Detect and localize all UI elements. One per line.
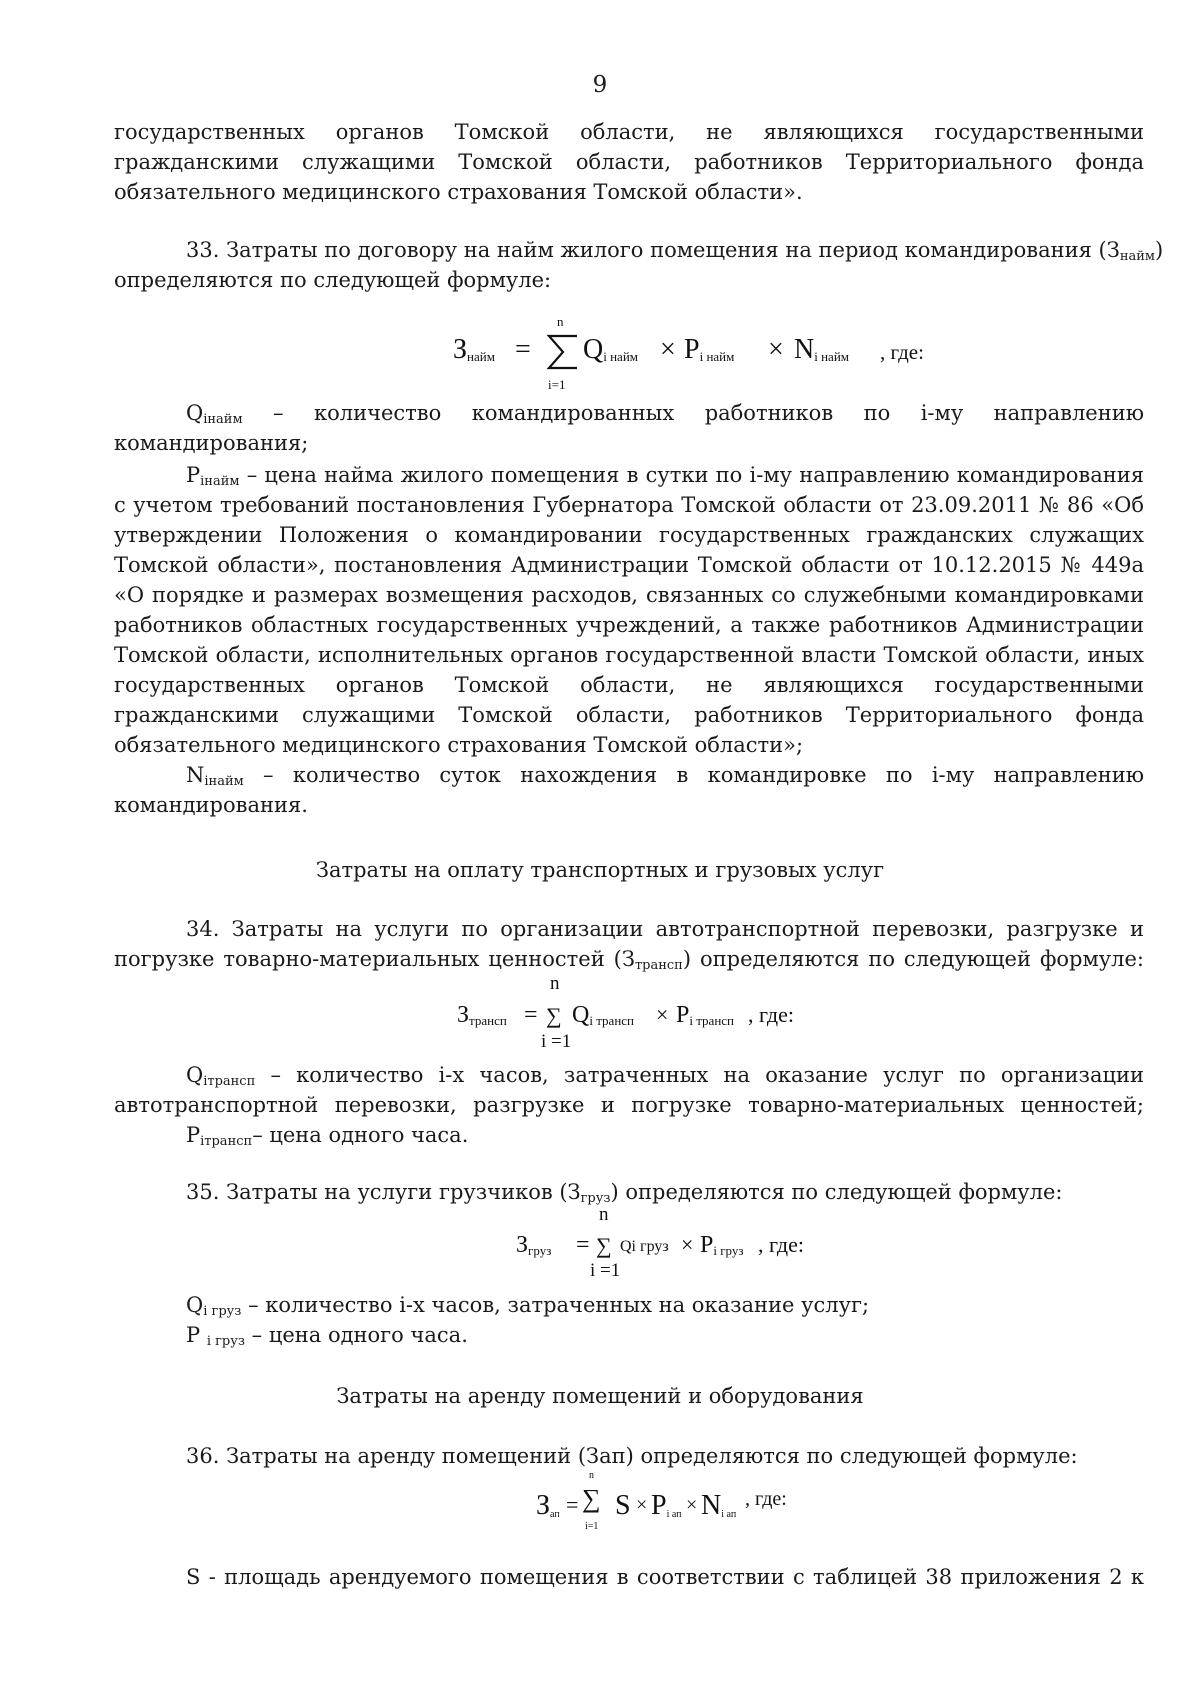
text-line: 35. Затраты на услуги грузчиков $(З_{груз})$ определяются по следующей формуле:: [186, 1180, 1063, 1206]
text-line: государственных органов Томской области, не являющихся государственными: [114, 673, 1144, 697]
p-definition: $P_{iтрансп}-$ цена одного часа.: [186, 1123, 469, 1149]
q-definition: $Q_{iнайм}$ – количество командированных работников по i-му направлению: [186, 401, 1144, 427]
sum-upper-limit: n: [557, 314, 564, 329]
formula-lhs: $З_{ап}$: [536, 1490, 560, 1521]
text-line: с учетом требований постановления Губернатора Томской области от 23.09.2011 № 86 «Об: [114, 493, 1144, 517]
formula-n-term: $N_{i ап}$: [701, 1490, 737, 1521]
p-definition: $P_{iнайм}$ – цена найма жилого помещения в сутки по i-му направлению командирования: [186, 463, 1144, 489]
formula-lhs: $З_{найм}$: [453, 334, 495, 365]
text-line: обязательного медицинского страхования Томской области».: [114, 180, 803, 204]
text-line: 33. Затраты по договору на найм жилого помещения на период командирования $(З_{найм})$: [186, 238, 1164, 264]
text-line: погрузке товарно-материальных ценностей $(З_{трансп})$ определяются по следующей формуле:: [114, 947, 1144, 973]
s-definition: S - площадь арендуемого помещения в соответствии с таблицей 38 приложения 2 к: [186, 1565, 1144, 1589]
formula-p-term: $P_{i найм}$: [684, 334, 735, 365]
sigma-icon: [546, 332, 580, 372]
q-definition: $Q_{iтрансп}$ – количество i-х часов, затраченных на оказание услуг по организации: [186, 1063, 1144, 1089]
text-line: командирования;: [114, 431, 309, 455]
formula-equals: =: [515, 334, 531, 365]
formula-p-term: $P_{i груз}$: [700, 1232, 744, 1258]
text-line: командирования.: [114, 793, 308, 817]
sum-upper-limit: n: [550, 973, 560, 994]
formula-s-term: S: [615, 1490, 631, 1521]
text-line: Томской области», постановления Администрации Томской области от 10.12.2015 № 449а: [114, 553, 1144, 577]
sum-lower-limit: i =1: [590, 1260, 621, 1281]
formula-times: ×: [660, 334, 676, 365]
section-heading-rent: Затраты на аренду помещений и оборудования: [336, 1384, 864, 1408]
text-line: определяются по следующей формуле:: [114, 268, 552, 292]
formula-lhs: $З_{трансп}$: [457, 1002, 507, 1028]
formula-p-term: $P_{i трансп}$: [676, 1002, 735, 1028]
text-line: утверждении Положения о командировании государственных гражданских служащих: [114, 523, 1144, 547]
n-definition: $N_{iнайм}$ – количество суток нахождения в командировке по i-му направлению: [186, 763, 1144, 789]
text-line: 36. Затраты на аренду помещений (Зап) определяются по следующей формуле:: [186, 1444, 1078, 1468]
p-definition: P $_{i груз}$ – цена одного часа.: [186, 1323, 468, 1349]
formula-q-term: $Q_{i найм}$: [583, 334, 639, 365]
formula-q-term: $Q_{i трансп}$: [572, 1002, 634, 1028]
sum-upper-limit: n: [589, 1470, 594, 1481]
formula-tail: , где:: [758, 1232, 804, 1257]
q-definition: $Q_{i груз}$ – количество i-х часов, затраченных на оказание услуг;: [186, 1293, 870, 1319]
page-number: 9: [592, 72, 608, 98]
sigma-icon: ∑: [582, 1484, 601, 1513]
text-line: государственных органов Томской области, не являющихся государственными: [114, 120, 1144, 144]
text-line: гражданскими служащими Томской области, работников Территориального фонда: [114, 703, 1144, 727]
formula-times: ×: [636, 1494, 648, 1516]
formula-equals: =: [576, 1232, 590, 1258]
sum-lower-limit: i=1: [585, 1521, 599, 1532]
formula-p-term: $P_{i ап}$: [651, 1490, 682, 1521]
formula-lhs: $З_{груз}$: [516, 1232, 552, 1258]
formula-equals: =: [566, 1492, 579, 1517]
formula-n-term: $N_{i найм}$: [794, 334, 850, 365]
text-line: гражданскими служащими Томской области, работников Территориального фонда: [114, 150, 1144, 174]
formula-times: ×: [768, 334, 784, 365]
formula-equals: =: [524, 1002, 538, 1028]
text-line: 34. Затраты на услуги по организации автотранспортной перевозки, разгрузке и: [186, 917, 1144, 941]
sum-lower-limit: i=1: [548, 377, 566, 392]
formula-tail: , где:: [745, 1488, 787, 1510]
sum-lower-limit: i =1: [541, 1031, 572, 1052]
formula-times: ×: [686, 1494, 698, 1516]
section-heading-transport: Затраты на оплату транспортных и грузовых услуг: [315, 858, 885, 882]
text-line: работников областных государственных учреждений, а также работников Администрации: [114, 613, 1144, 637]
text-line: автотранспортной перевозки, разгрузке и погрузке товарно-материальных ценностей;: [114, 1093, 1144, 1117]
formula-tail: , где:: [748, 1002, 794, 1027]
formula-q-term: Qi груз: [620, 1238, 669, 1255]
formula-tail: , где:: [880, 340, 924, 364]
sum-upper-limit: n: [599, 1204, 609, 1225]
sigma-icon: ∑: [546, 1003, 562, 1028]
formula-times: ×: [656, 1002, 669, 1027]
text-line: «О порядке и размерах возмещения расходов, связанных со служебными командировками: [114, 583, 1144, 607]
formula-times: ×: [681, 1232, 694, 1257]
text-line: Томской области, исполнительных органов государственной власти Томской области, иных: [114, 643, 1144, 667]
sigma-icon: ∑: [596, 1233, 612, 1258]
text-line: обязательного медицинского страхования Томской области»;: [114, 733, 804, 757]
